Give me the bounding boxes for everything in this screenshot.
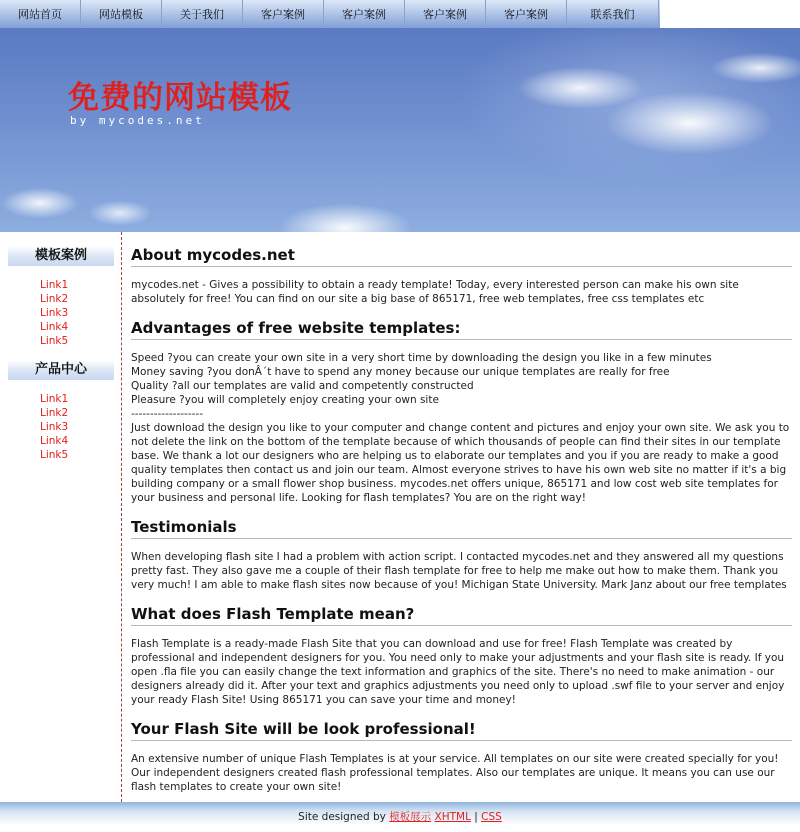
footer-link-showcase[interactable]: 模板展示 [389, 811, 432, 823]
about-heading: About mycodes.net [131, 245, 792, 267]
sidebar-link[interactable]: Link3 [40, 307, 69, 319]
sidebar-link[interactable]: Link3 [40, 421, 69, 433]
sidebar-link[interactable]: Link1 [40, 279, 69, 291]
sidebar-heading-templates: 模板案例 [8, 246, 114, 266]
sidebar-link[interactable]: Link5 [40, 335, 69, 347]
nav-item-cases-2[interactable]: 客户案例 [324, 0, 405, 28]
sidebar-link[interactable]: Link1 [40, 393, 69, 405]
nav-item-cases-1[interactable]: 客户案例 [243, 0, 324, 28]
top-nav [0, 0, 660, 28]
footer-link-xhtml[interactable]: XHTML [434, 811, 471, 823]
nav-item-cases-4[interactable]: 客户案例 [486, 0, 567, 28]
nav-item-contact[interactable]: 联系我们 [567, 0, 659, 28]
sidebar [0, 232, 122, 802]
sidebar-links-products [40, 392, 110, 462]
advantages-heading: Advantages of free website templates: [131, 318, 792, 340]
sidebar-link[interactable]: Link5 [40, 449, 69, 461]
nav-item-cases-3[interactable]: 客户案例 [405, 0, 486, 28]
advantage-line: Pleasure ?you will completely enjoy creating your own site [131, 394, 439, 406]
header-banner [0, 28, 800, 232]
footer-link-css[interactable]: CSS [481, 811, 502, 823]
flash-heading: What does Flash Template mean? [131, 604, 792, 626]
site-subtitle: by mycodes.net [70, 114, 205, 127]
nav-item-templates[interactable]: 网站模板 [81, 0, 162, 28]
nav-spacer [660, 0, 800, 28]
site-title: 免费的网站模板 [68, 80, 292, 116]
sidebar-link[interactable]: Link4 [40, 435, 69, 447]
main-content [131, 232, 793, 802]
advantage-divider: ------------------- [131, 408, 203, 420]
nav-item-about[interactable]: 关于我们 [162, 0, 243, 28]
sidebar-links-templates [40, 278, 110, 348]
footer-prefix: Site designed by [298, 811, 390, 823]
advantages-list [131, 351, 793, 421]
advantage-line: Quality ?all our templates are valid and competently constructed [131, 380, 474, 392]
advantage-line: Money saving ?you donÂ´t have to spend any money because our unique templates are really for free [131, 366, 670, 378]
sidebar-link[interactable]: Link4 [40, 321, 69, 333]
advantage-line: Speed ?you can create your own site in a very short time by downloading the design you like in a few minutes [131, 352, 712, 364]
professional-text: An extensive number of unique Flash Templates is at your service. All templates on our site were created specially for you! Our independent designers created flash professional templates. Also our templates are unique. It means you can use our flash templates to create your own site! [131, 753, 779, 793]
professional-heading: Your Flash Site will be look professional! [131, 719, 792, 741]
testimonials-text: When developing flash site I had a problem with action script. I contacted mycodes.net and they answered all my questions pretty fast. They also gave me a couple of their flash template for free to help me make out how to make them. Thank you very much! I am able to make flash sites now because of you! Michigan State University. Mark Janz about our free templates [131, 551, 787, 591]
sidebar-link[interactable]: Link2 [40, 293, 69, 305]
advantages-text: Just download the design you like to your computer and change content and pictures and enjoy your own site. We ask you to not delete the link on the bottom of the template because of which thousands of people can find their sites in our template base. We thank a lot our designers who are helping us to elaborate our templates and you if you are ready to make a good quality templates then contact us and join our team. Almost everyone strives to have his own web site no matter if it's a big building company or a small flower shop business. mycodes.net offers unique, 865171 and low cost web site templates for your business and personal life. Looking for flash templates? You are on the right way! [131, 422, 790, 504]
testimonials-heading: Testimonials [131, 517, 792, 539]
sidebar-heading-products: 产品中心 [8, 360, 114, 380]
nav-item-home[interactable]: 网站首页 [0, 0, 81, 28]
footer-separator: | [470, 811, 482, 823]
sidebar-link[interactable]: Link2 [40, 407, 69, 419]
footer [0, 802, 800, 825]
flash-text: Flash Template is a ready-made Flash Site that you can download and use for free! Flash Template was created by professional and independent designers for you. You need only to make your adjustments and your flash site is ready. If you open .fla file you can easily change the text information and graphics of the site. There's no need to make animation - our designers already did it. After your text and graphics adjustments you need only to upload .swf file to your server and enjoy your ready Flash Site! Using 865171 you can save your time and money! [131, 638, 785, 706]
about-text: mycodes.net - Gives a possibility to obtain a ready template! Today, every interested person can make his own site absolutely for free! You can find on our site a big base of 865171, free web templates, free css templates etc [131, 279, 739, 305]
